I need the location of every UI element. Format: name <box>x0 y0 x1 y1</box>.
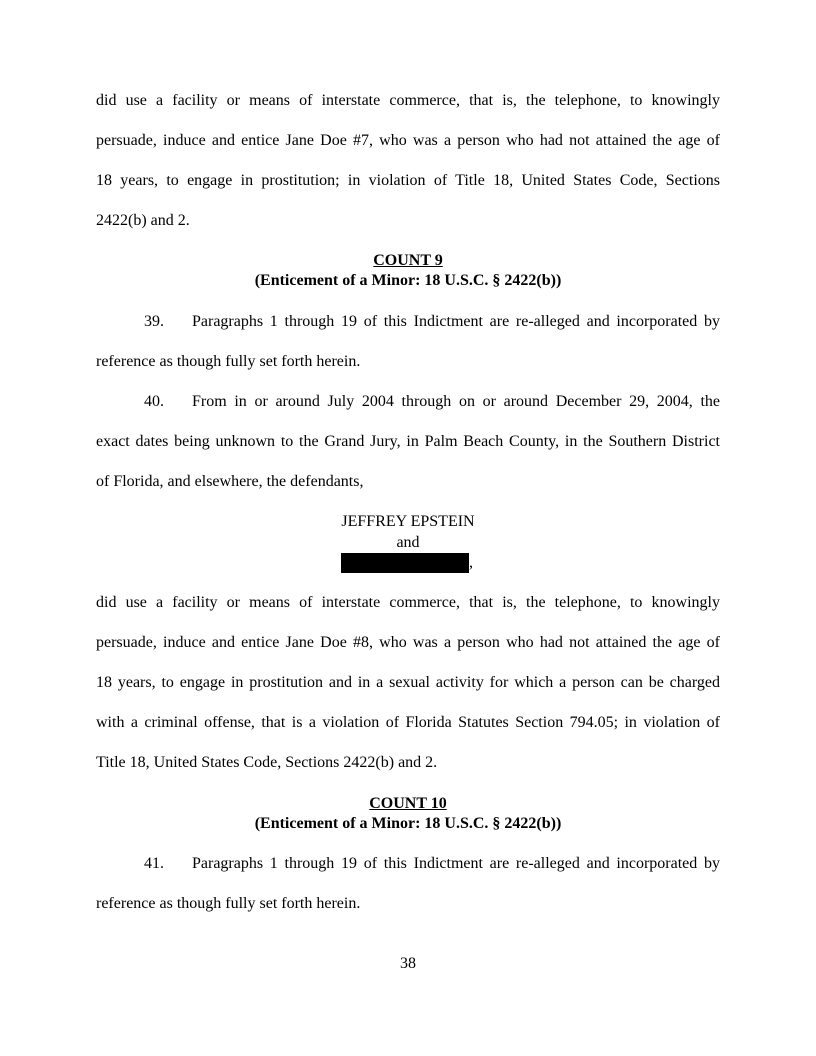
paragraph-number: 40. <box>144 393 164 410</box>
body-line: 18 years, to engage in prostitution and in a sexual activity for which a person can be charged <box>96 674 720 691</box>
body-line: did use a facility or means of interstate commerce, that is, the telephone, to knowingly <box>96 92 720 109</box>
redacted-defendant <box>341 553 491 573</box>
count-9-subtitle: (Enticement of a Minor: 18 U.S.C. § 2422(b)) <box>254 272 562 289</box>
body-line: exact dates being unknown to the Grand Jury, in Palm Beach County, in the Southern District <box>96 433 720 450</box>
body-line: reference as though fully set forth herein. <box>96 895 361 912</box>
paragraph-number: 41. <box>144 855 164 872</box>
body-line: reference as though fully set forth herein. <box>96 353 361 370</box>
count-10-heading <box>96 794 720 814</box>
body-line: Title 18, United States Code, Sections 2422(b) and 2. <box>96 754 438 771</box>
body-line: persuade, induce and entice Jane Doe #8, who was a person who had not attained the age of <box>96 634 720 651</box>
paragraph-41-first-line <box>144 854 720 874</box>
body-line: with a criminal offense, that is a violation of Florida Statutes Section 794.05; in violation of <box>96 714 720 731</box>
paragraph-text: Paragraphs 1 through 19 of this Indictment are re-alleged and incorporated by <box>192 855 720 872</box>
body-line: 18 years, to engage in prostitution; in violation of Title 18, United States Code, Sections <box>96 172 720 189</box>
paragraph-text: Paragraphs 1 through 19 of this Indictment are re-alleged and incorporated by <box>192 313 720 330</box>
count-9-title: COUNT 9 <box>373 252 443 269</box>
body-line: 2422(b) and 2. <box>96 212 190 229</box>
paragraph-text: From in or around July 2004 through on or around December 29, 2004, the <box>192 393 720 410</box>
count-9-heading <box>96 251 720 271</box>
body-line: did use a facility or means of interstate commerce, that is, the telephone, to knowingly <box>96 594 720 611</box>
paragraph-40-first-line <box>144 392 720 412</box>
body-line: persuade, induce and entice Jane Doe #7, who was a person who had not attained the age of <box>96 132 720 149</box>
count-10-title: COUNT 10 <box>369 795 447 812</box>
redaction-bar <box>341 553 469 573</box>
redaction-trailing-comma: , <box>469 554 473 571</box>
body-line: of Florida, and elsewhere, the defendants, <box>96 473 364 490</box>
paragraph-number: 39. <box>144 313 164 330</box>
page-number: 38 <box>400 955 416 972</box>
count-10-subtitle: (Enticement of a Minor: 18 U.S.C. § 2422(b)) <box>254 815 562 832</box>
defendant-name: JEFFREY EPSTEIN <box>341 513 475 530</box>
defendant-conjunction: and <box>396 534 420 551</box>
paragraph-39-first-line <box>144 312 720 332</box>
